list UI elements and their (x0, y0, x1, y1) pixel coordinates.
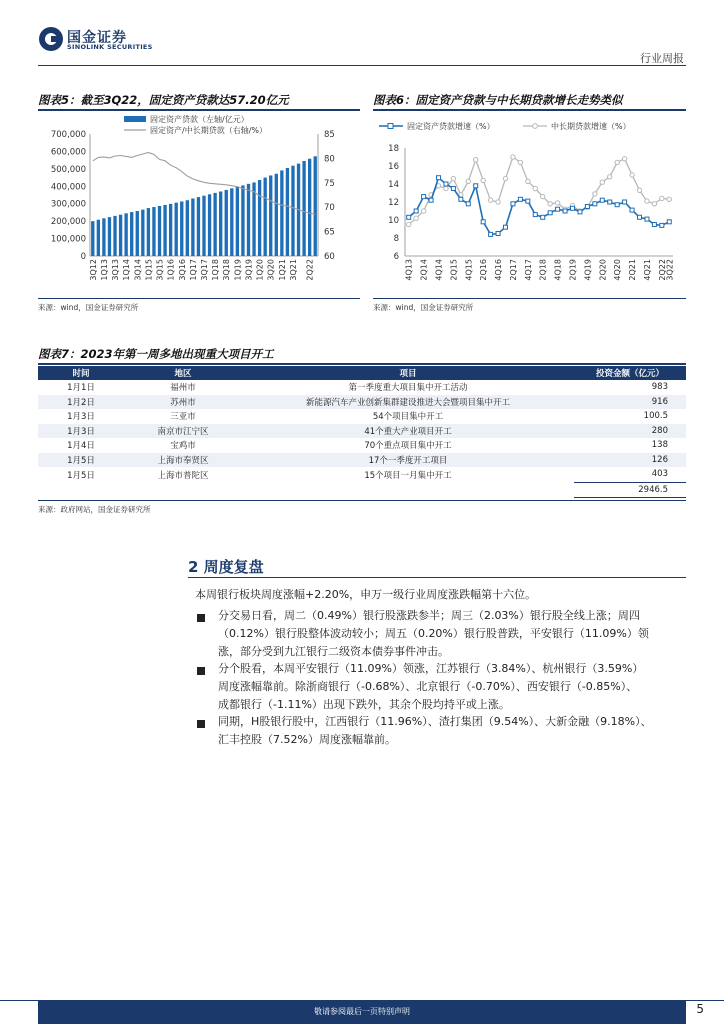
section-divider (188, 577, 686, 578)
fig6-x-tick: 4Q19 (583, 259, 593, 281)
table-row (38, 467, 686, 482)
fig6-x-tick: 2Q17 (508, 259, 518, 281)
bullet-2-line: 分个股看，本周平安银行（11.09%）领涨，江苏银行（3.84%）、杭州银行（3.59%） (218, 662, 644, 675)
fig6-x-tick: 4Q13 (404, 259, 414, 281)
fig6-midlong-loan-point (421, 209, 425, 213)
fig5-y-right-tick: 80 (324, 154, 335, 165)
fig5-bar (280, 170, 283, 256)
bullet-paragraph-2 (218, 660, 688, 714)
fig6-midlong-loan-point (660, 196, 664, 200)
fig6-midlong-loan-point (615, 160, 619, 164)
fig5-title-rule (38, 109, 360, 111)
fig5-x-tick: 1Q19 (233, 259, 243, 281)
cell-region: 南京市江宁区 (124, 424, 242, 439)
fig5-bar (308, 159, 311, 256)
fig5-source-rule (38, 298, 360, 299)
logo-text-cn: 国金证券 (67, 30, 127, 46)
fig7-title-rule (38, 363, 686, 365)
bullet-paragraph-3 (218, 713, 688, 749)
col-header-date: 时间 (38, 366, 124, 380)
fig5-x-tick: 1Q13 (99, 259, 109, 281)
fig6-midlong-loan-point (555, 201, 559, 205)
cell-amount: 983 (651, 382, 668, 393)
fig6-fixed-asset-point (459, 197, 463, 201)
fig5-bar (264, 178, 267, 256)
fig6-fixed-asset-point (474, 184, 478, 188)
cell-amount: 403 (651, 469, 668, 480)
bullet-1-line: 涨，部分受到九江银行二级资本债券事件冲击。 (218, 645, 449, 658)
fig6-fixed-asset-point (451, 187, 455, 191)
bullet-3-line: 同期，H股银行股中，江西银行（11.96%）、渣打集团（9.54%）、大新金融（9.18%）、 (218, 715, 652, 728)
fig5-y-left-tick: 700,000 (50, 130, 86, 140)
fig5-x-tick: 3Q13 (111, 259, 121, 281)
fig5-bar (175, 203, 178, 256)
fig5-x-tick: 1Q21 (277, 259, 287, 281)
fig5-bar (247, 184, 250, 256)
cell-date: 1月1日 (67, 383, 95, 394)
fig6-y-tick: 18 (388, 144, 399, 154)
fig7-title: 图表7：2023年第一周多地出现重大项目开工 (38, 347, 274, 361)
fig6-fixed-asset-point (578, 210, 582, 214)
fig5-bar (186, 200, 189, 256)
fig5-bar (269, 175, 272, 256)
fig6-midlong-loan-point (474, 158, 478, 162)
fig5-y-left-tick: 0 (80, 252, 86, 262)
fig5-bar (113, 216, 116, 256)
cell-amount: 100.5 (643, 411, 668, 422)
fig5-y-right-tick: 60 (324, 252, 335, 262)
fig6-fixed-asset-point (548, 211, 552, 215)
fig6-midlong-loan-point (496, 200, 500, 204)
fig6-midlong-loan-point (667, 197, 671, 201)
fig5-y-right-tick: 65 (324, 227, 335, 238)
table-header-row (38, 366, 686, 380)
cell-amount: 916 (574, 395, 686, 410)
fig5-bar (213, 193, 216, 256)
fig6-midlong-loan-point (608, 175, 612, 179)
cell-project: 15个项目一月集中开工 (364, 470, 452, 481)
fig6-x-tick: 2Q20 (598, 259, 608, 281)
cell-region: 三亚市 (170, 412, 196, 423)
cell-region: 福州市 (170, 383, 196, 394)
fig5-bar (119, 215, 122, 256)
fig5-bar (219, 192, 222, 256)
fig6-fixed-asset-point (481, 220, 485, 224)
fig6-midlong-loan-point (511, 155, 515, 159)
col-header-project: 项目 (242, 366, 574, 380)
fig5-y-right-tick: 75 (324, 178, 335, 189)
bullet-1-line: 分交易日看，周二（0.49%）银行股涨跌参半；周三（2.03%）银行股全线上涨；周四 (218, 609, 640, 622)
fig5-bar (158, 206, 161, 256)
fig5-x-tick: 1Q20 (255, 259, 265, 281)
fig5-y-left-tick: 200,000 (50, 217, 86, 228)
cell-date: 1月5日 (67, 470, 95, 481)
fig5-x-tick: 3Q15 (155, 259, 165, 281)
section-intro: 本周银行板块周度涨幅+2.20%，申万一级行业周度涨跌幅第十六位。 (195, 588, 537, 601)
fig6-midlong-loan-point (541, 194, 545, 198)
projects-table (38, 366, 686, 498)
cell-amount: 138 (651, 440, 668, 451)
fig6-fixed-asset-point (660, 223, 664, 227)
fig7-source-rule (38, 500, 686, 501)
fig5-x-tick: 3Q14 (133, 259, 143, 281)
cell-project: 新能源汽车产业创新集群建设推进大会暨项目集中开工 (242, 395, 574, 410)
fig6-midlong-loan-point (481, 178, 485, 182)
fig5-bar (202, 196, 205, 256)
fig6-x-tick: 4Q20 (613, 259, 623, 281)
fig6-title: 图表6：固定资产贷款与中长期贷款增长走势类似 (373, 93, 623, 107)
fig6-legend-fixed-marker (388, 124, 393, 129)
fig6-midlong-loan-point (652, 202, 656, 206)
fig5-x-tick: 3Q19 (244, 259, 254, 281)
fig5-x-tick: 3Q18 (222, 259, 232, 281)
fig5-bar (197, 197, 200, 256)
fig6-fixed-asset-point (496, 232, 500, 236)
company-logo (38, 26, 158, 56)
bullet-3-line: 汇丰控股（7.52%）周度涨幅靠前。 (218, 733, 396, 746)
fig6-x-tick: 2Q21 (628, 259, 638, 281)
fig6-fixed-asset-point (563, 209, 567, 213)
fig6-chart (373, 112, 686, 298)
fig6-midlong-loan-line (409, 157, 670, 225)
fig5-bar (302, 161, 305, 256)
fig5-bar (102, 218, 105, 256)
col-header-region: 地区 (124, 366, 242, 380)
cell-date: 1月4日 (67, 441, 95, 452)
fig6-fixed-asset-point (511, 202, 515, 206)
fig6-fixed-asset-point (422, 195, 426, 199)
fig5-x-tick: 1Q16 (166, 259, 176, 281)
fig5-bar (236, 187, 239, 256)
fig6-midlong-loan-point (451, 176, 455, 180)
fig6-source: 来源：wind，国金证券研究所 (373, 303, 474, 312)
fig6-x-tick: 4Q14 (434, 259, 444, 281)
cell-date: 1月5日 (38, 453, 124, 468)
logo-text-en: SINOLINK SECURITIES (67, 43, 153, 51)
fig6-legend-fixed-label: 固定资产贷款增速（%） (407, 122, 495, 131)
fig5-title: 图表5：截至3Q22，固定资产贷款达57.20亿元 (38, 93, 289, 107)
fig6-midlong-loan-point (414, 216, 418, 220)
fig5-x-tick: 3Q16 (177, 259, 187, 281)
fig6-midlong-loan-point (645, 199, 649, 203)
fig5-x-tick: 1Q15 (144, 259, 154, 281)
cell-project: 17个一季度开工项目 (242, 453, 574, 468)
table-row (38, 395, 686, 410)
fig6-fixed-asset-point (571, 206, 575, 210)
fig6-fixed-asset-point (667, 220, 671, 224)
fig6-fixed-asset-point (518, 197, 522, 201)
fig5-y-right-tick: 70 (324, 203, 335, 214)
fig5-bar (130, 212, 133, 256)
table-total-row (38, 482, 686, 498)
fig5-x-tick: 1Q14 (122, 259, 132, 281)
fig5-bar (147, 208, 150, 256)
table-row (38, 424, 686, 439)
fig6-midlong-loan-point (466, 179, 470, 183)
fig5-bar (230, 188, 233, 256)
fig6-x-tick: 4Q15 (464, 259, 474, 281)
fig5-bar (97, 220, 100, 256)
fig6-x-tick: 2Q19 (568, 259, 578, 281)
fig5-bar (225, 190, 228, 256)
fig5-x-tick: 3Q17 (200, 259, 209, 281)
cell-project: 70个重点项目集中开工 (364, 441, 452, 452)
fig6-legend-mid-marker (533, 124, 538, 129)
fig6-x-tick: 2Q16 (479, 259, 489, 281)
fig6-fixed-asset-point (600, 198, 604, 202)
fig6-midlong-loan-point (637, 188, 641, 192)
fig6-midlong-loan-point (593, 192, 597, 196)
cell-date: 1月3日 (67, 412, 95, 423)
report-type: 行业周报 (640, 52, 684, 65)
fig5-x-tick: 1Q17 (188, 259, 198, 281)
fig5-x-tick: 3Q12 (88, 259, 98, 281)
fig5-y-left-tick: 600,000 (50, 147, 86, 158)
fig6-fixed-asset-point (593, 202, 597, 206)
fig6-y-tick: 10 (388, 216, 399, 226)
fig5-bar (191, 198, 194, 256)
fig6-fixed-asset-point (608, 200, 612, 204)
col-header-amount: 投资金额（亿元） (574, 366, 686, 380)
fig6-fixed-asset-point (489, 232, 493, 236)
fig6-midlong-loan-point (444, 186, 448, 190)
fig6-fixed-asset-point (615, 203, 619, 207)
fig5-bar (180, 201, 183, 256)
fig6-legend-mid-label: 中长期贷款增速（%） (551, 122, 631, 131)
fig5-bar (291, 166, 294, 256)
fig5-chart (38, 112, 360, 298)
fig5-y-right-tick: 85 (324, 130, 335, 140)
table-row (38, 409, 686, 424)
section-heading: 2 周度复盘 (188, 558, 264, 576)
fig5-bar (136, 211, 139, 256)
table-row (38, 438, 686, 453)
table-row (38, 380, 686, 395)
fig5-bar (241, 185, 244, 256)
fig5-bar (275, 174, 278, 256)
fig6-x-tick: 4Q21 (642, 259, 652, 281)
fig6-midlong-loan-point (518, 160, 522, 164)
fig6-midlong-loan-point (600, 180, 604, 184)
logo-emblem-icon (38, 26, 64, 52)
page-number: 5 (696, 1002, 704, 1016)
fig6-fixed-asset-point (407, 215, 411, 219)
fig6-midlong-loan-point (630, 173, 634, 177)
fig5-bar (108, 217, 111, 256)
fig5-bar (258, 180, 261, 256)
fig7-source: 来源：政府网站，国金证券研究所 (38, 505, 151, 514)
cell-project: 54个项目集中开工 (372, 412, 444, 423)
fig6-midlong-loan-point (533, 186, 537, 190)
fig6-x-tick: 2Q18 (538, 259, 548, 281)
fig6-fixed-asset-point (533, 213, 537, 217)
cell-project: 41个重大产业项目开工 (242, 424, 574, 439)
fig6-fixed-asset-point (645, 217, 649, 221)
fig5-y-left-tick: 500,000 (50, 164, 86, 175)
fig6-fixed-asset-point (429, 198, 433, 202)
cell-total: 2946.5 (574, 482, 686, 498)
fig6-x-tick: 4Q16 (494, 259, 504, 281)
fig6-midlong-loan-point (503, 176, 507, 180)
fig6-fixed-asset-point (526, 199, 530, 203)
fig6-fixed-asset-point (437, 176, 441, 180)
table-row (38, 453, 686, 468)
fig6-y-tick: 12 (388, 198, 399, 208)
fig5-bar (152, 207, 155, 256)
fig6-midlong-loan-point (548, 202, 552, 206)
fig6-x-tick: 2Q14 (419, 259, 429, 281)
fig6-midlong-loan-point (622, 157, 626, 161)
fig5-bar (314, 156, 317, 256)
bullet-square-icon (197, 720, 205, 728)
fig5-source: 来源：wind，国金证券研究所 (38, 303, 139, 312)
fig5-bar (124, 213, 127, 256)
cell-region: 苏州市 (124, 395, 242, 410)
fig6-x-tick: 4Q17 (523, 259, 533, 281)
fig5-y-left-tick: 400,000 (50, 182, 86, 193)
fig6-fixed-asset-point (541, 215, 545, 219)
fig5-y-left-tick: 300,000 (50, 199, 86, 210)
fig6-fixed-asset-point (652, 223, 656, 227)
cell-region: 上海市普陀区 (157, 470, 209, 481)
bullet-square-icon (197, 614, 205, 622)
fig6-x-tick: 2Q22 (657, 259, 667, 281)
fig5-bar (91, 221, 94, 256)
cell-amount: 126 (574, 453, 686, 468)
bullet-2-line: 成都银行（-1.11%）出现下跌外，其余个股均持平或上涨。 (218, 698, 510, 711)
bullet-paragraph-1 (218, 607, 688, 661)
fig6-fixed-asset-point (414, 209, 418, 213)
fig5-x-tick: 3Q21 (288, 259, 298, 281)
fig5-legend-bar-swatch (124, 116, 146, 122)
fig6-fixed-asset-point (556, 207, 560, 211)
fig5-x-tick: 3Q20 (266, 259, 276, 281)
fig5-legend-bar-label: 固定资产贷款（左轴/亿元） (150, 115, 249, 124)
fig6-fixed-asset-point (504, 225, 508, 229)
fig6-fixed-asset-point (623, 200, 627, 204)
fig6-fixed-asset-point (466, 202, 470, 206)
footer-disclaimer: 敬请参阅最后一页特别声明 (314, 1007, 410, 1016)
fig6-y-tick: 8 (393, 234, 399, 244)
fig6-x-tick: 2Q15 (449, 259, 459, 281)
fig6-fixed-asset-point (444, 182, 448, 186)
cell-date: 1月2日 (38, 395, 124, 410)
fig5-x-tick: 2Q22 (305, 259, 315, 281)
fig6-y-tick: 14 (388, 180, 399, 190)
fig6-x-tick: 4Q18 (553, 259, 563, 281)
fig5-bar (169, 204, 172, 256)
fig6-fixed-asset-point (630, 208, 634, 212)
fig5-bar (141, 210, 144, 256)
cell-region: 上海市奉贤区 (124, 453, 242, 468)
fig6-y-tick: 16 (388, 162, 399, 172)
fig5-y-left-tick: 100,000 (50, 234, 86, 245)
fig6-midlong-loan-point (526, 179, 530, 183)
bullet-2-line: 周度涨幅靠前。除浙商银行（-0.68%）、北京银行（-0.70%）、西安银行（-0.85%）、 (218, 680, 638, 693)
fig6-title-rule (373, 109, 686, 111)
fig6-midlong-loan-point (488, 198, 492, 202)
bullet-square-icon (197, 667, 205, 675)
cell-region: 宝鸡市 (170, 441, 196, 452)
cell-project: 第一季度重大项目集中开工活动 (348, 383, 468, 394)
header-divider (38, 65, 686, 66)
cell-date: 1月3日 (38, 424, 124, 439)
fig6-midlong-loan-point (407, 222, 411, 226)
fig5-bar (163, 205, 166, 256)
fig5-x-tick: 1Q18 (211, 259, 221, 281)
cell-amount: 280 (574, 424, 686, 439)
fig5-bar (252, 182, 255, 256)
fig5-legend-line-label: 固定资产/中长期贷款（右轴/%） (150, 126, 267, 135)
fig5-bar (208, 194, 211, 256)
fig6-x-tick: 3Q22 (665, 259, 675, 281)
fig6-y-tick: 6 (393, 252, 399, 262)
fig6-fixed-asset-point (585, 205, 589, 209)
fig6-fixed-asset-point (638, 215, 642, 219)
fig5-bar (286, 168, 289, 256)
fig6-source-rule (373, 298, 686, 299)
bullet-1-line: （0.12%）银行股整体波动较小；周五（0.20%）银行股普跌，平安银行（11.09%）领 (218, 627, 649, 640)
